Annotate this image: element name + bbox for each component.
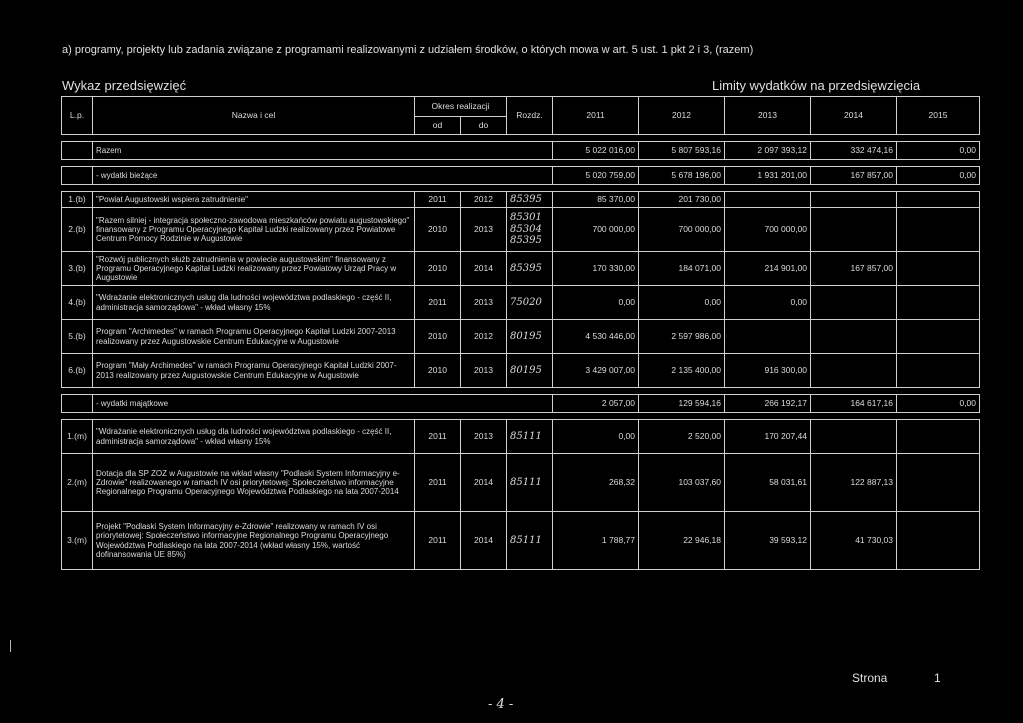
current-group-row <box>62 167 980 185</box>
current-group-2014: 167 857,00 <box>811 167 897 185</box>
limits-title: Limity wydatków na przedsięwzięcia <box>712 78 921 93</box>
row-lp: 3.(b) <box>62 252 93 286</box>
row-name: Program "Mały Archimedes" w ramach Programu Operacyjnego Kapitał Ludzki 2007-2013 realizowany przez Augustowskie Centrum Edukacyjne w Augustowie <box>93 354 415 388</box>
total-row <box>62 142 980 160</box>
row-to: 2014 <box>461 454 507 512</box>
list-title: Wykaz przedsięwzięć <box>62 78 187 93</box>
row-name: Projekt "Podlaski System Informacyjny e-Zdrowie" realizowany w ramach IV osi priorytetowej: Społeczeństwo informacyjne Regionalnego Programu Operacyjnego Województwa Podlaskiego na lata 2007-2014 (wkład własny 15%, wartość dofinansowania UE 85%) <box>93 512 415 570</box>
current-group-2015: 0,00 <box>897 167 980 185</box>
header-2013: 2013 <box>725 97 811 135</box>
row-to: 2013 <box>461 286 507 320</box>
row-from: 2011 <box>415 454 461 512</box>
row-lp: 1.(b) <box>62 192 93 208</box>
row-from: 2010 <box>415 208 461 252</box>
ventures-table <box>61 96 980 570</box>
total-2012: 5 807 593,16 <box>639 142 725 160</box>
row-2014 <box>811 208 897 252</box>
capital-group-row <box>62 395 980 413</box>
row-2012: 201 730,00 <box>639 192 725 208</box>
header-2015: 2015 <box>897 97 980 135</box>
header-2014: 2014 <box>811 97 897 135</box>
header-lp: L.p. <box>62 97 93 135</box>
row-section: 85395 <box>507 192 553 208</box>
row-to: 2013 <box>461 354 507 388</box>
row-lp: 6.(b) <box>62 354 93 388</box>
capital-group-2014: 164 617,16 <box>811 395 897 413</box>
row-2015 <box>897 420 980 454</box>
current-group-2011: 5 020 759,00 <box>553 167 639 185</box>
current-group-lp <box>62 167 93 185</box>
row-2013 <box>725 320 811 354</box>
row-name: Program "Archimedes" w ramach Programu Operacyjnego Kapitał Ludzki 2007-2013 realizowany przez Augustowskie Centrum Edukacyjne w Augustowie <box>93 320 415 354</box>
row-2015 <box>897 354 980 388</box>
row-2014: 167 857,00 <box>811 252 897 286</box>
row-2014 <box>811 320 897 354</box>
row-2011: 1 788,77 <box>553 512 639 570</box>
total-2011: 5 022 016,00 <box>553 142 639 160</box>
row-to: 2013 <box>461 420 507 454</box>
row-2015 <box>897 208 980 252</box>
row-2013: 39 593,12 <box>725 512 811 570</box>
total-2015: 0,00 <box>897 142 980 160</box>
total-label: Razem <box>93 142 553 160</box>
table-row <box>62 286 980 320</box>
header-2012: 2012 <box>639 97 725 135</box>
row-from: 2010 <box>415 252 461 286</box>
table-row <box>62 208 980 252</box>
row-2013: 916 300,00 <box>725 354 811 388</box>
page-number: 1 <box>934 671 941 685</box>
page-label: Strona <box>852 671 888 685</box>
row-2015 <box>897 192 980 208</box>
spacer-row <box>62 160 980 167</box>
row-lp: 3.(m) <box>62 512 93 570</box>
row-from: 2011 <box>415 512 461 570</box>
total-lp <box>62 142 93 160</box>
header-section: Rozdz. <box>507 97 553 135</box>
capital-group-lp <box>62 395 93 413</box>
row-section: 75020 <box>507 286 553 320</box>
row-2011: 268,32 <box>553 454 639 512</box>
capital-group-2013: 266 192,17 <box>725 395 811 413</box>
row-lp: 5.(b) <box>62 320 93 354</box>
row-section: 85301 85304 85395 <box>507 208 553 252</box>
row-name: "Wdrażanie elektronicznych usług dla ludności województwa podlaskiego - część II, administracja samorządowa" - wkład własny 15% <box>93 420 415 454</box>
header-2011: 2011 <box>553 97 639 135</box>
spacer-row <box>62 135 980 142</box>
row-lp: 1.(m) <box>62 420 93 454</box>
capital-group-2011: 2 057,00 <box>553 395 639 413</box>
table-row <box>62 192 980 208</box>
row-lp: 4.(b) <box>62 286 93 320</box>
total-2013: 2 097 393,12 <box>725 142 811 160</box>
capital-group-label: - wydatki majątkowe <box>93 395 553 413</box>
current-group-2012: 5 678 196,00 <box>639 167 725 185</box>
row-section: 85111 <box>507 454 553 512</box>
row-2013 <box>725 192 811 208</box>
row-2015 <box>897 252 980 286</box>
row-from: 2011 <box>415 286 461 320</box>
scan-edge-mark <box>10 640 11 652</box>
row-2015 <box>897 454 980 512</box>
row-2011: 170 330,00 <box>553 252 639 286</box>
header-to: do <box>461 117 507 135</box>
row-lp: 2.(b) <box>62 208 93 252</box>
row-2013: 170 207,44 <box>725 420 811 454</box>
row-to: 2012 <box>461 320 507 354</box>
spacer-row <box>62 413 980 420</box>
section-heading: a) programy, projekty lub zadania związane z programami realizowanymi z udziałem środków, o których mowa w art. 5 ust. 1 pkt 2 i 3, (razem) <box>62 44 754 56</box>
header-row <box>62 97 980 117</box>
row-2012: 2 520,00 <box>639 420 725 454</box>
table-row <box>62 420 980 454</box>
row-2015 <box>897 286 980 320</box>
current-group-label: - wydatki bieżące <box>93 167 553 185</box>
row-to: 2014 <box>461 512 507 570</box>
row-2013: 214 901,00 <box>725 252 811 286</box>
row-section: 85111 <box>507 512 553 570</box>
row-2014: 122 887,13 <box>811 454 897 512</box>
row-2014 <box>811 354 897 388</box>
row-name: "Powiat Augustowski wspiera zatrudnienie" <box>93 192 415 208</box>
row-2012: 103 037,60 <box>639 454 725 512</box>
row-2012: 2 135 400,00 <box>639 354 725 388</box>
row-2015 <box>897 320 980 354</box>
row-2014: 41 730,03 <box>811 512 897 570</box>
row-2011: 4 530 446,00 <box>553 320 639 354</box>
row-from: 2010 <box>415 354 461 388</box>
row-2011: 3 429 007,00 <box>553 354 639 388</box>
header-from: od <box>415 117 461 135</box>
row-2013: 58 031,61 <box>725 454 811 512</box>
table-row <box>62 454 980 512</box>
capital-group-2015: 0,00 <box>897 395 980 413</box>
spacer-row <box>62 388 980 395</box>
row-2012: 22 946,18 <box>639 512 725 570</box>
row-to: 2012 <box>461 192 507 208</box>
row-2015 <box>897 512 980 570</box>
table-row <box>62 354 980 388</box>
spacer-row <box>62 185 980 192</box>
row-to: 2013 <box>461 208 507 252</box>
row-section: 85111 <box>507 420 553 454</box>
row-2012: 184 071,00 <box>639 252 725 286</box>
row-from: 2011 <box>415 192 461 208</box>
current-group-2013: 1 931 201,00 <box>725 167 811 185</box>
row-from: 2011 <box>415 420 461 454</box>
row-name: "Wdrażanie elektronicznych usług dla ludności województwa podlaskiego - część II, administracja samorządowa" - wkład własny 15% <box>93 286 415 320</box>
row-2013: 0,00 <box>725 286 811 320</box>
row-section: 85395 <box>507 252 553 286</box>
row-2011: 0,00 <box>553 420 639 454</box>
table-row <box>62 320 980 354</box>
row-2012: 2 597 986,00 <box>639 320 725 354</box>
row-section: 80195 <box>507 354 553 388</box>
row-2011: 0,00 <box>553 286 639 320</box>
row-2014 <box>811 420 897 454</box>
row-2014 <box>811 192 897 208</box>
row-2013: 700 000,00 <box>725 208 811 252</box>
row-name: Dotacja dla SP ZOZ w Augustowie na wkład własny "Podlaski System Informacyjny e-Zdrowie" realizowanego w ramach IV osi priorytetowej: Społeczeństwo informacyjne Regionalnego Programu Operacyjnego Województwa Podlaskiego na lata 2007-2014 <box>93 454 415 512</box>
row-from: 2010 <box>415 320 461 354</box>
row-2012: 0,00 <box>639 286 725 320</box>
row-name: "Rozwój publicznych służb zatrudnienia w powiecie augustowskim" finansowany z Programu Operacyjnego Kapitał Ludzki realizowany przez Powiatowy Urząd Pracy w Augustowie <box>93 252 415 286</box>
header-period: Okres realizacji <box>415 97 507 117</box>
row-2012: 700 000,00 <box>639 208 725 252</box>
table-row <box>62 512 980 570</box>
row-section: 80195 <box>507 320 553 354</box>
row-name: "Razem silniej - integracja społeczno-zawodowa mieszkańców powiatu augustowskiego" finansowany z Programu Operacyjnego Kapitał Ludzki realizowany przez Powiatowe Centrum Pomocy Rodzinie w Augustowie <box>93 208 415 252</box>
handwritten-page-mark: - 4 - <box>488 697 514 712</box>
row-2011: 85 370,00 <box>553 192 639 208</box>
row-lp: 2.(m) <box>62 454 93 512</box>
header-name: Nazwa i cel <box>93 97 415 135</box>
table-row <box>62 252 980 286</box>
row-to: 2014 <box>461 252 507 286</box>
total-2014: 332 474,16 <box>811 142 897 160</box>
row-2011: 700 000,00 <box>553 208 639 252</box>
capital-group-2012: 129 594,16 <box>639 395 725 413</box>
row-2014 <box>811 286 897 320</box>
